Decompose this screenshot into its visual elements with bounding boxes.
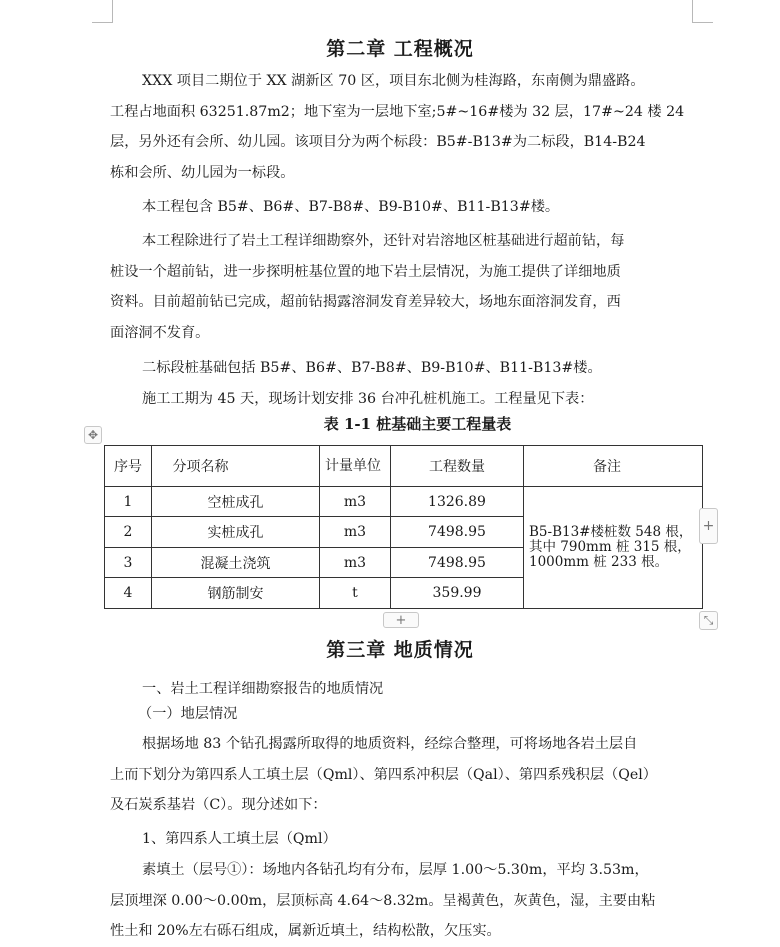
cell-index[interactable]: 2 xyxy=(105,517,152,548)
cell-note[interactable]: B5-B13#楼桩数 548 根，其中 790mm 桩 315 根，1000mm 桩 233 根。 xyxy=(524,487,703,609)
paragraph: XXX 项目二期位于 XX 湖新区 70 区，项目东北侧为桂海路，东南侧为鼎盛路。 工程占地面积 63251.87m2；地下室为一层地下室;5#~16#楼为 32 层，17#~24 楼 24 层，另外还有会所、幼儿园。该项目分为两个标段：B5#-B13#为二标段，B14-B24 栋和会所、幼儿园为一标段。 xyxy=(110,73,685,182)
paragraph: 本工程除进行了岩土工程详细勘察外，还针对岩溶地区桩基础进行超前钻，每 桩设一个超前钻，进一步探明桩基位置的地下岩土层情况，为施工提供了详细地质 资料。目前超前钻已完成，超前钻揭露溶洞发育差异较大，场地东面溶洞发育，西 面溶洞不发育。 xyxy=(110,233,625,342)
chapter-title: 第二章 工程概况 xyxy=(326,38,474,60)
chapter-title: 第三章 地质情况 xyxy=(326,639,474,661)
header-cell[interactable]: 序号 xyxy=(105,446,152,487)
cell-unit[interactable]: m3 xyxy=(320,548,391,578)
table-resize-icon[interactable]: ⤡ xyxy=(699,611,718,630)
cell-item[interactable]: 实桩成孔 xyxy=(152,517,320,548)
page-corner-mark xyxy=(692,0,713,23)
paragraph: 本工程包含 B5#、B6#、B7-B8#、B9-B10#、B11-B13#楼。 xyxy=(142,199,560,215)
cell-unit[interactable]: t xyxy=(320,578,391,609)
table-header-row xyxy=(105,446,703,487)
cell-item[interactable]: 混凝土浇筑 xyxy=(152,548,320,578)
table-move-handle-icon[interactable]: ✥ xyxy=(84,426,102,444)
cell-index[interactable]: 4 xyxy=(105,578,152,609)
section-heading: 一、岩土工程详细勘察报告的地质情况 xyxy=(142,681,384,697)
cell-quantity[interactable]: 1326.89 xyxy=(391,487,524,517)
header-cell[interactable]: 计量单位 xyxy=(320,446,391,487)
cell-quantity[interactable]: 7498.95 xyxy=(391,517,524,548)
cell-item[interactable]: 空桩成孔 xyxy=(152,487,320,517)
paragraph: 素填土（层号①）：场地内各钻孔均有分布，层厚 1.00～5.30m，平均 3.53m， 层顶埋深 0.00～0.00m，层顶标高 4.64～8.32m。呈褐黄色，灰黄色，湿，主要由粘 性土和 20%左右砾石组成，属新近填土，结构松散，欠压实。 xyxy=(110,862,656,940)
cell-index[interactable]: 1 xyxy=(105,487,152,517)
cell-item[interactable]: 钢筋制安 xyxy=(152,578,320,609)
header-cell[interactable]: 备注 xyxy=(524,446,703,487)
header-cell[interactable]: 分项名称 xyxy=(152,446,320,487)
quantity-table xyxy=(104,445,703,609)
section-heading: （一）地层情况 xyxy=(138,706,238,722)
cell-quantity[interactable]: 359.99 xyxy=(391,578,524,609)
section-heading: 1、第四系人工填土层（Qml） xyxy=(142,831,337,847)
paragraph: 施工工期为 45 天，现场计划安排 36 台冲孔桩机施工。工程量见下表： xyxy=(142,391,594,407)
paragraph: 二标段桩基础包括 B5#、B6#、B7-B8#、B9-B10#、B11-B13#楼。 xyxy=(142,360,602,376)
cell-unit[interactable]: m3 xyxy=(320,487,391,517)
cell-quantity[interactable]: 7498.95 xyxy=(391,548,524,578)
paragraph: 根据场地 83 个钻孔揭露所取得的地质资料，经综合整理，可将场地各岩土层自 上而下划分为第四系人工填土层（Qml）、第四系冲积层（Qal）、第四系残积层（Qel） 及石炭系基岩（C）。现分述如下： xyxy=(110,736,657,814)
add-row-button[interactable]: + xyxy=(383,612,419,628)
cell-index[interactable]: 3 xyxy=(105,548,152,578)
page-corner-mark xyxy=(92,0,113,23)
add-column-button[interactable]: + xyxy=(699,508,718,544)
cell-unit[interactable]: m3 xyxy=(320,517,391,548)
table-caption: 表 1-1 桩基础主要工程量表 xyxy=(323,415,512,433)
table-row xyxy=(105,487,703,517)
header-cell[interactable]: 工程数量 xyxy=(391,446,524,487)
